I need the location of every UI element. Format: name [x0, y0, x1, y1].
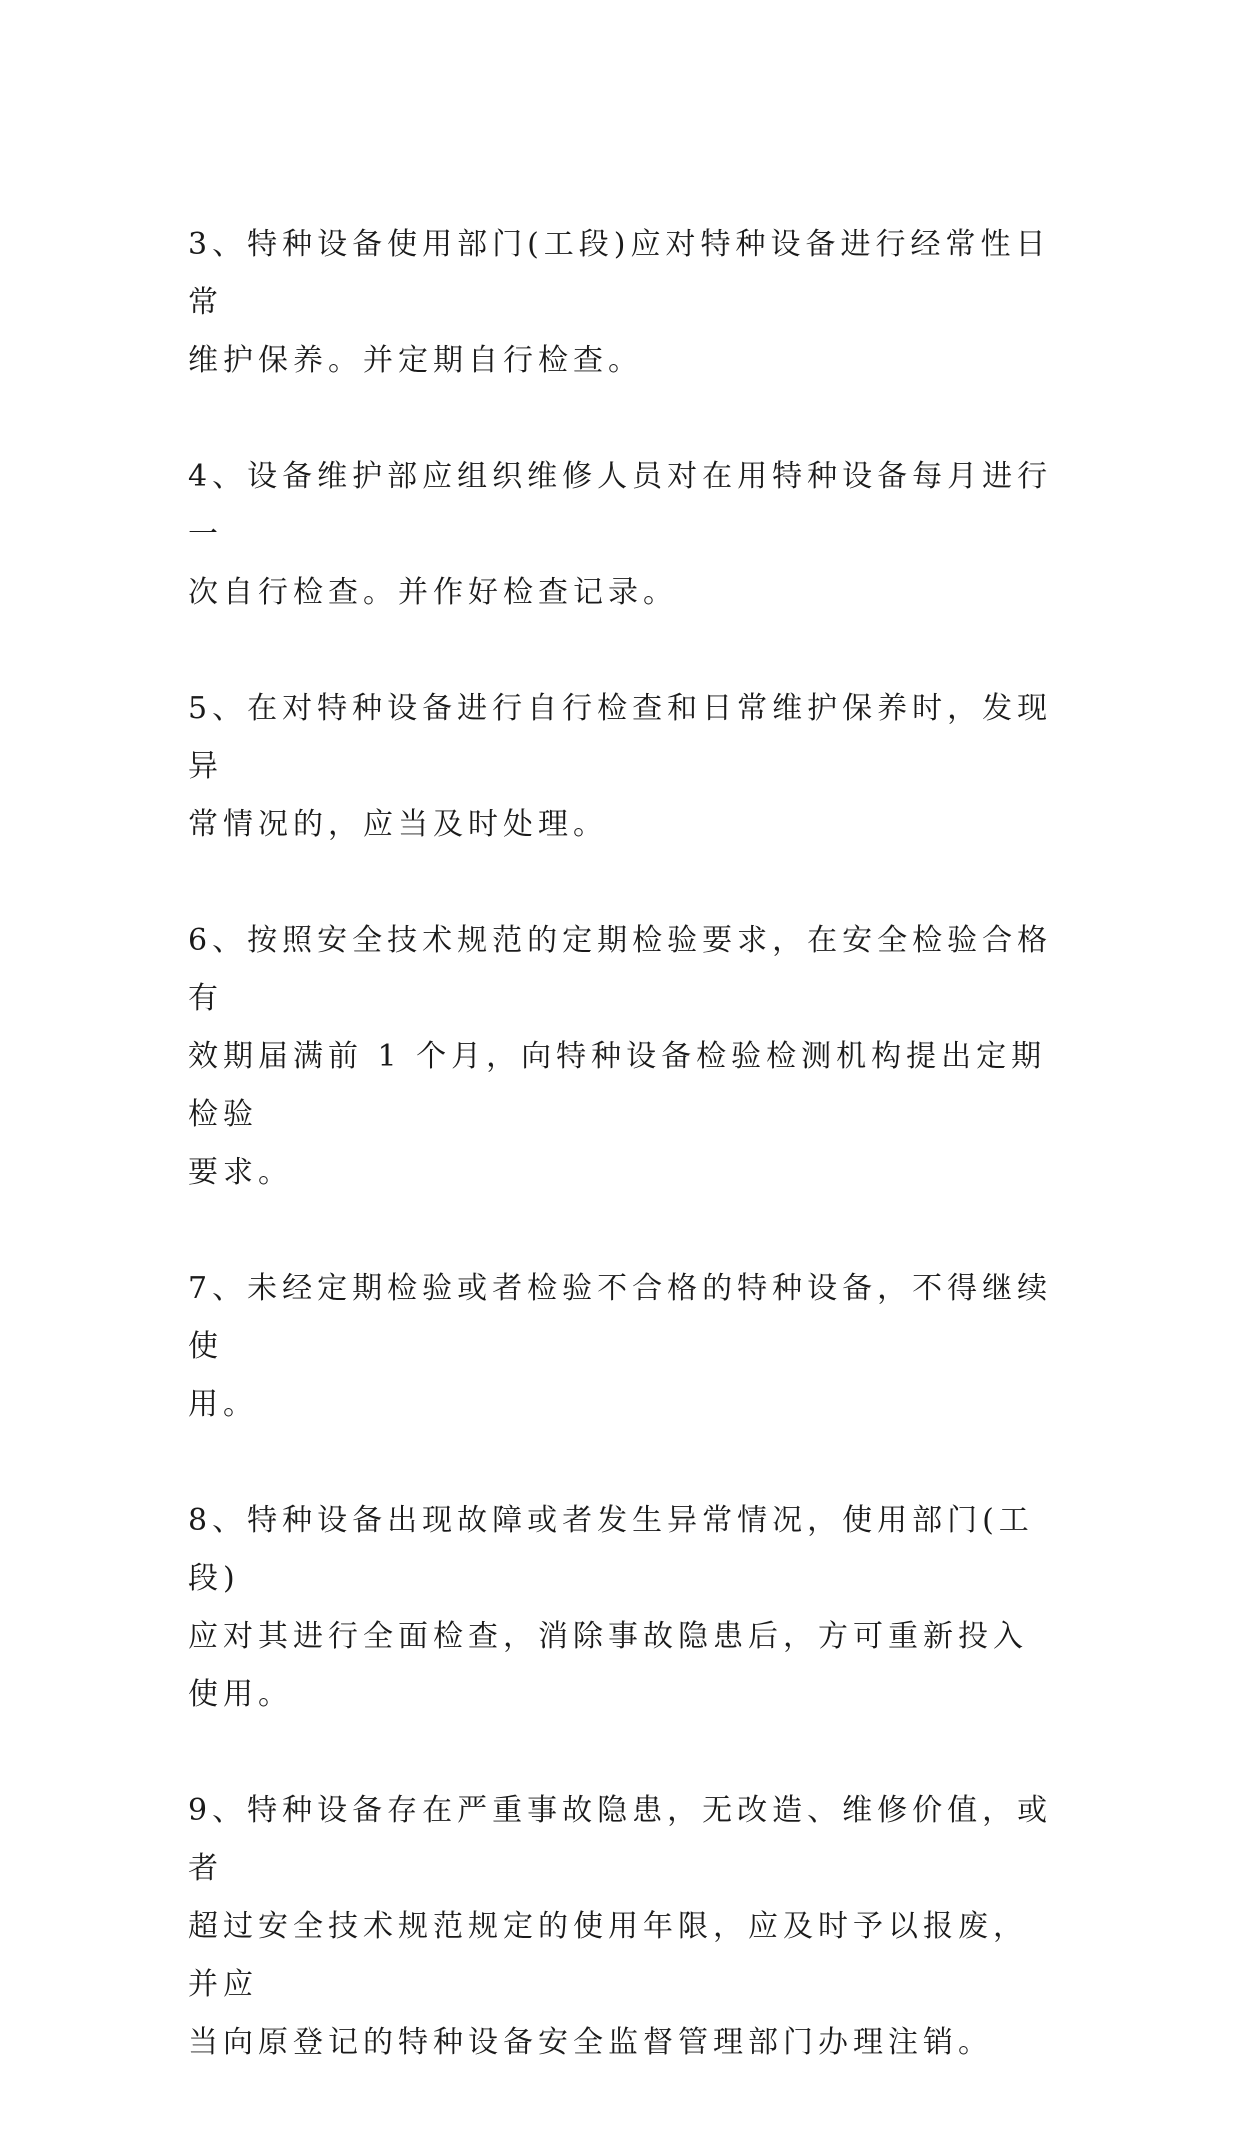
paragraph-item-4: 4、设备维护部应组织维修人员对在用特种设备每月进行一 次自行检查。并作好检查记录。 — [188, 459, 1053, 610]
paragraph-item-6: 6、按照安全技术规范的定期检验要求，在安全检验合格有 效期届满前 1 个月，向特种设备检验检测机构提出定期检验 要求。 — [188, 923, 1053, 1190]
paragraph-item-7: 7、未经定期检验或者检验不合格的特种设备，不得继续使 用。 — [188, 1271, 1053, 1422]
document-body — [188, 216, 1058, 2130]
paragraph-item-5: 5、在对特种设备进行自行检查和日常维护保养时，发现异 常情况的，应当及时处理。 — [188, 691, 1053, 842]
paragraph-item-3: 3、特种设备使用部门(工段)应对特种设备进行经常性日常 维护保养。并定期自行检查。 — [188, 227, 1051, 378]
paragraph-item-9: 9、特种设备存在严重事故隐患，无改造、维修价值，或者 超过安全技术规范规定的使用年限，应及时予以报废，并应 当向原登记的特种设备安全监督管理部门办理注销。 — [188, 1793, 1053, 2060]
paragraph-item-8: 8、特种设备出现故障或者发生异常情况，使用部门(工段) 应对其进行全面检查，消除事故隐患后，方可重新投入使用。 — [188, 1503, 1034, 1712]
